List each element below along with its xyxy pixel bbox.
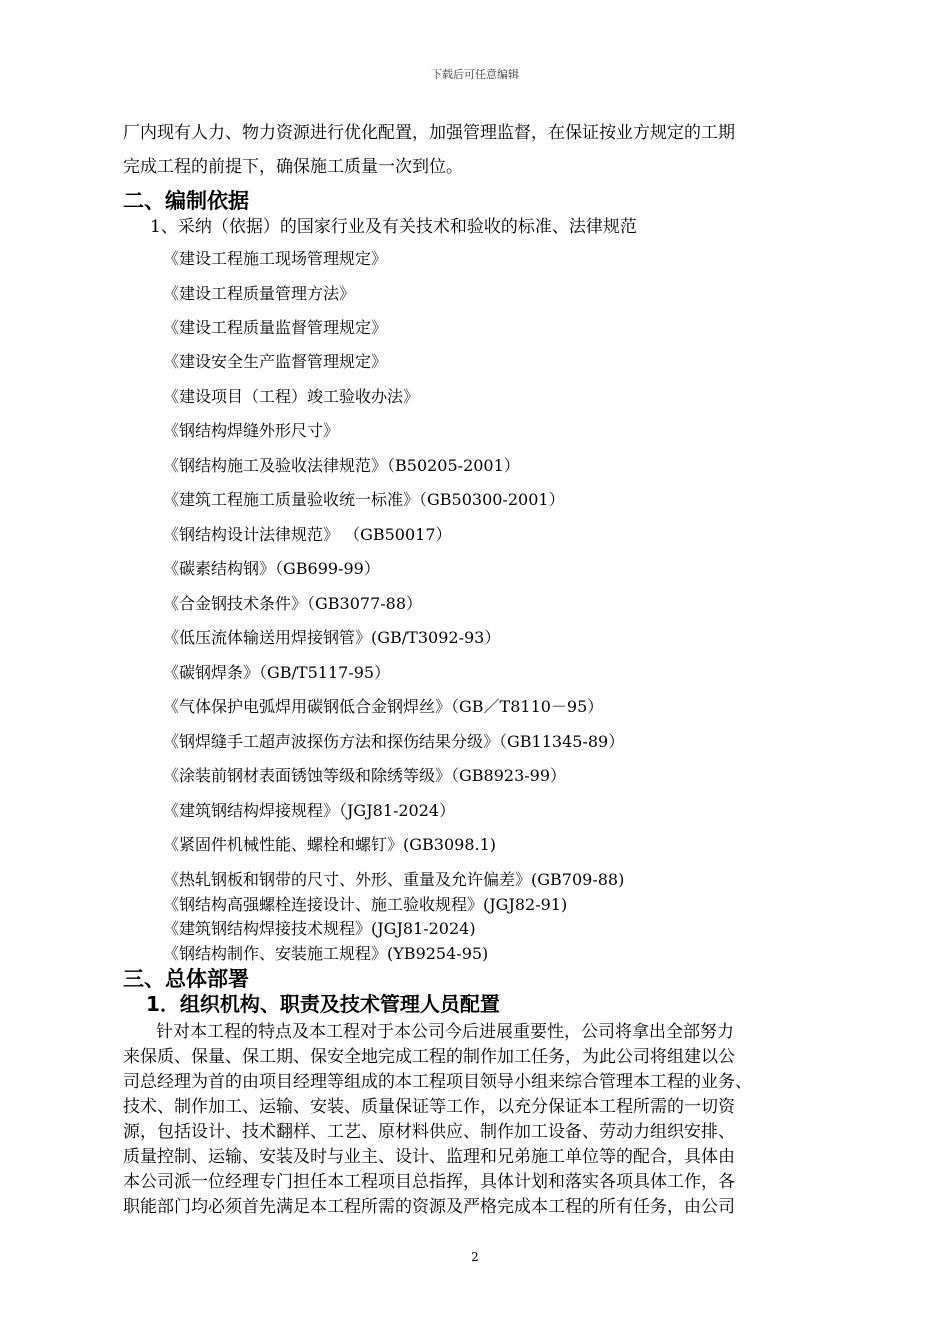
reference-item: 《气体保护电弧焊用碳钢低合金钢焊丝》（GB／T8110－95） xyxy=(163,697,604,716)
intro-line: 厂内现有人力、物力资源进行优化配置，加强管理监督，在保证按业方规定的工期 xyxy=(123,123,735,143)
paragraph-line: 源，包括设计、技术翻样、工艺、原材料供应、制作加工设备、劳动力组织安排、 xyxy=(123,1122,735,1142)
paragraph-line: 职能部门均必须首先满足本工程所需的资源及严格完成本工程的所有任务，由公司 xyxy=(123,1197,735,1217)
paragraph-line: 针对本工程的特点及本工程对于本公司今后进展重要性，公司将拿出全部努力 xyxy=(156,1022,734,1042)
paragraph-line: 本公司派一位经理专门担任本工程项目总指挥，具体计划和落实各项具体工作，各 xyxy=(123,1172,735,1192)
reference-item: 《建设安全生产监督管理规定》 xyxy=(163,352,388,371)
reference-item: 《建筑钢结构焊接技术规程》(JGJ81-2024) xyxy=(163,919,476,938)
intro-line: 完成工程的前提下，确保施工质量一次到位。 xyxy=(123,157,463,177)
reference-item: 《建设项目（工程）竣工验收办法》 xyxy=(163,387,420,406)
reference-item: 《热轧钢板和钢带的尺寸、外形、重量及允许偏差》(GB709-88) xyxy=(163,870,625,889)
reference-item: 《涂装前钢材表面锈蚀等级和除绣等级》（GB8923-99） xyxy=(163,766,567,785)
reference-item: 《建设工程施工现场管理规定》 xyxy=(163,249,388,268)
page-number: 2 xyxy=(471,1250,479,1264)
section-heading: 二、编制依据 xyxy=(123,189,249,213)
paragraph-line: 技术、制作加工、运输、安装、质量保证等工作，以充分保证本工程所需的一切资 xyxy=(123,1097,735,1117)
subsection-heading: 1．组织机构、职责及技术管理人员配置 xyxy=(146,992,500,1016)
paragraph-line: 质量控制、运输、安装及时与业主、设计、监理和兄弟施工单位等的配合，具体由 xyxy=(123,1147,735,1167)
reference-item: 《合金钢技术条件》（GB3077-88） xyxy=(163,594,423,613)
paragraph-line: 来保质、保量、保工期、保安全地完成工程的制作加工任务，为此公司将组建以公 xyxy=(123,1047,735,1067)
reference-item: 《建设工程质量监督管理规定》 xyxy=(163,318,388,337)
section-heading: 三、总体部署 xyxy=(123,967,249,991)
reference-item: 《紧固件机械性能、螺栓和螺钉》(GB3098.1) xyxy=(163,835,497,854)
page-header: 下载后可任意编辑 xyxy=(431,68,519,81)
reference-item: 《建筑钢结构焊接规程》（JGJ81-2024） xyxy=(163,801,456,820)
reference-item: 《碳钢焊条》（GB/T5117-95） xyxy=(163,663,391,682)
reference-item: 《钢结构施工及验收法律规范》（B50205-2001） xyxy=(163,456,520,475)
reference-item: 《钢结构焊缝外形尺寸》 xyxy=(163,421,340,440)
reference-item: 《钢结构设计法律规范》 （GB50017） xyxy=(163,525,452,544)
paragraph-line: 司总经理为首的由项目经理等组成的本工程项目领导小组来综合管理本工程的业务、 xyxy=(123,1072,752,1092)
reference-item: 《碳素结构钢》（GB699-99） xyxy=(163,559,380,578)
reference-item: 《钢结构高强螺栓连接设计、施工验收规程》(JGJ82-91) xyxy=(163,895,568,914)
reference-item: 《建筑工程施工质量验收统一标准》（GB50300-2001） xyxy=(163,490,565,509)
reference-item: 《钢焊缝手工超声波探伤方法和探伤结果分级》（GB11345-89） xyxy=(163,732,625,751)
list-item-heading: 1、采纳（依据）的国家行业及有关技术和验收的标准、法律规范 xyxy=(150,217,637,237)
reference-item: 《低压流体输送用焊接钢管》(GB/T3092-93） xyxy=(163,628,501,647)
reference-item: 《建设工程质量管理方法》 xyxy=(163,284,356,303)
reference-item: 《钢结构制作、安装施工规程》(YB9254-95) xyxy=(163,944,489,963)
